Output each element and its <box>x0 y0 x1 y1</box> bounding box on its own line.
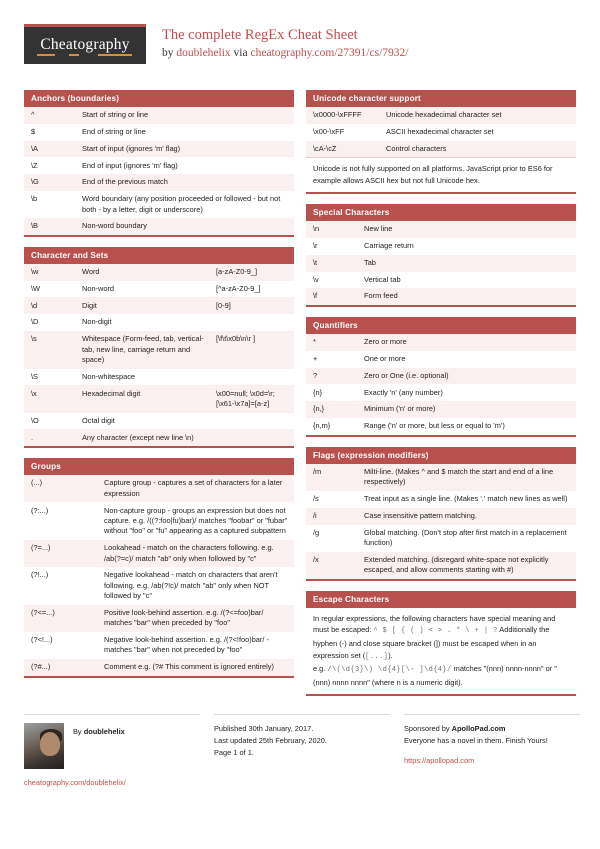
row-token: \n <box>306 221 357 238</box>
row-token: \cA-\cZ <box>306 141 379 158</box>
row-description: Global matching. (Don't stop after first match in a replacement function) <box>357 525 576 552</box>
row-token: (?=...) <box>24 540 97 567</box>
row-description: Case insensitive pattern matching. <box>357 508 576 525</box>
row-description: Non-word boundary <box>75 218 294 235</box>
row-token: \A <box>24 141 75 158</box>
row-token: \D <box>24 314 75 331</box>
table-row <box>24 157 294 174</box>
section-title: Anchors (boundaries) <box>24 90 294 107</box>
section-block <box>306 447 576 581</box>
table-row <box>24 659 294 676</box>
table-row <box>24 502 294 540</box>
byline-url-link[interactable]: cheatography.com/27391/cs/7932/ <box>250 47 409 59</box>
row-token: ? <box>306 368 357 385</box>
section-prose <box>306 608 576 695</box>
row-description: Start of string or line <box>75 107 294 124</box>
row-token: /m <box>306 464 357 491</box>
published-date: Published 30th January, 2017. <box>214 724 314 734</box>
updated-date: Last updated 25th February, 2020. <box>214 736 327 746</box>
row-token: (?:...) <box>24 502 97 540</box>
section-block <box>24 247 294 448</box>
row-token: \s <box>24 331 75 369</box>
table-row <box>24 297 294 314</box>
row-token: \w <box>24 264 75 281</box>
page-header <box>24 0 576 80</box>
row-token: (?<!...) <box>24 632 97 659</box>
row-token: $ <box>24 124 75 141</box>
row-description: Negative look-behind assertion. e.g. /(?<!foo)bar/ - matches "bar" when not preceded by "foo" <box>97 632 294 659</box>
sponsor-tagline: Everyone has a novel in them. Finish Yours! <box>404 736 548 746</box>
row-description: End of the previous match <box>75 174 294 191</box>
row-token: \r <box>306 238 357 255</box>
logo-text: Cheatography <box>40 36 130 53</box>
row-description: Range ('n' or more, but less or equal to 'm') <box>357 418 576 435</box>
row-token: * <box>306 334 357 351</box>
table-row <box>306 508 576 525</box>
section-title: Quantifiers <box>306 317 576 334</box>
row-token: \G <box>24 174 75 191</box>
byline-prefix: by <box>162 47 177 59</box>
row-token: {n,m} <box>306 418 357 435</box>
row-description: Carriage return <box>357 238 576 255</box>
table-row <box>306 272 576 289</box>
author-row <box>24 723 200 769</box>
row-token: {n} <box>306 384 357 401</box>
reference-table <box>306 107 576 157</box>
escape-char-list: ^ $ [ { ( ) < > . * \ + | ? <box>373 627 498 636</box>
sponsor-line <box>404 723 580 735</box>
row-token: \v <box>306 272 357 289</box>
escape-eg-suffix: matches "(nnn) nnnn-nnnn" or "(nnn) nnnn nnnn" (where n is a numeric digit). <box>313 664 557 687</box>
content-columns <box>24 90 576 706</box>
table-row <box>24 331 294 369</box>
row-example: [a-zA-Z0-9_] <box>209 264 294 281</box>
table-row <box>24 632 294 659</box>
row-description: Milti-line. (Makes ^ and $ match the start and end of a line respectively) <box>357 464 576 491</box>
section-title: Groups <box>24 458 294 475</box>
table-row <box>24 124 294 141</box>
section-block <box>306 204 576 307</box>
row-example: [^a-zA-Z0-9_] <box>209 281 294 298</box>
table-row <box>24 605 294 632</box>
row-description: Octal digit <box>75 413 209 430</box>
sponsor-name: ApolloPad.com <box>451 724 506 734</box>
section-block <box>306 90 576 194</box>
table-row <box>306 418 576 435</box>
row-description: Positive look-behind assertion. e.g. /(?<=foo)bar/ matches "bar" when preceded by "foo" <box>97 605 294 632</box>
table-row <box>306 124 576 141</box>
row-description: Hexadecimal digit <box>75 385 209 412</box>
table-row <box>24 429 294 446</box>
row-token: \Z <box>24 157 75 174</box>
row-description: Word <box>75 264 209 281</box>
row-token: (...) <box>24 475 97 502</box>
row-description: Negative lookahead - match on characters that aren't following. e.g. /ab(?!c)/ match "ab" only when NOT followed by "c" <box>97 567 294 605</box>
byline-author-link[interactable]: doublehelix <box>176 47 231 59</box>
section-block <box>24 90 294 237</box>
row-description: Tab <box>357 255 576 272</box>
section-title: Escape Characters <box>306 591 576 608</box>
table-row <box>24 413 294 430</box>
row-token: + <box>306 351 357 368</box>
row-token: \d <box>24 297 75 314</box>
logo-underline-2 <box>69 54 79 56</box>
table-row <box>24 475 294 502</box>
table-row <box>306 351 576 368</box>
escape-eg-prefix: e.g. <box>313 664 328 674</box>
table-row <box>24 314 294 331</box>
row-description: Exactly 'n' (any number) <box>357 384 576 401</box>
logo-underline-3 <box>98 54 132 56</box>
escape-intro-text: In regular expressions, the following characters have special meaning and must be escaped: <box>313 613 556 635</box>
row-example <box>209 429 294 446</box>
row-description: End of string or line <box>75 124 294 141</box>
avatar <box>24 723 64 769</box>
section-title: Flags (expression modifiers) <box>306 447 576 464</box>
row-description: Whitespace (Form-feed, tab, vertical-tab, new line, carriage return and space) <box>75 331 209 369</box>
reference-table <box>306 221 576 305</box>
left-column <box>24 90 294 706</box>
table-row <box>24 191 294 218</box>
row-example <box>209 413 294 430</box>
page-footer <box>24 714 576 789</box>
page-number: Page 1 of 1. <box>214 747 254 757</box>
table-row <box>24 369 294 386</box>
author-name: doublehelix <box>83 727 125 737</box>
row-token: /g <box>306 525 357 552</box>
table-row <box>306 464 576 491</box>
reference-table <box>306 464 576 579</box>
reference-table <box>24 264 294 446</box>
table-row <box>24 281 294 298</box>
logo-underline-1 <box>37 54 55 56</box>
table-row <box>306 368 576 385</box>
table-row <box>24 567 294 605</box>
row-token: \B <box>24 218 75 235</box>
row-description: Form feed <box>357 288 576 305</box>
row-description: Non-whitespace <box>75 369 209 386</box>
reference-table <box>306 334 576 435</box>
table-row <box>306 107 576 124</box>
row-description: New line <box>357 221 576 238</box>
section-title: Character and Sets <box>24 247 294 264</box>
table-row <box>24 385 294 412</box>
row-description: Vertical tab <box>357 272 576 289</box>
section-title: Special Characters <box>306 204 576 221</box>
table-row <box>24 174 294 191</box>
row-token: \x <box>24 385 75 412</box>
row-token: ^ <box>24 107 75 124</box>
row-description: Minimum ('n' or more) <box>357 401 576 418</box>
table-row <box>306 334 576 351</box>
table-row <box>306 238 576 255</box>
row-token: \O <box>24 413 75 430</box>
page-title: The complete RegEx Cheat Sheet <box>162 27 358 43</box>
row-token: \W <box>24 281 75 298</box>
row-description: Digit <box>75 297 209 314</box>
table-row <box>24 218 294 235</box>
row-token: \x0000-\xFFFF <box>306 107 379 124</box>
row-description: Comment e.g. (?# This comment is ignored entirely) <box>97 659 294 676</box>
row-description: Extended matching. (disregard white-space not explicitly escaped, and allow comments starting with #) <box>357 552 576 579</box>
row-token: (?<=...) <box>24 605 97 632</box>
table-row <box>306 401 576 418</box>
row-description: One or more <box>357 351 576 368</box>
section-block <box>24 458 294 678</box>
escape-eg-regex: /\(\d{3}\) \d{4}[\- ]\d{4}/ <box>327 666 452 675</box>
table-row <box>306 141 576 158</box>
row-token: /i <box>306 508 357 525</box>
table-row <box>24 141 294 158</box>
footer-meta <box>214 714 390 789</box>
row-token: . <box>24 429 75 446</box>
table-row <box>306 552 576 579</box>
row-example <box>209 314 294 331</box>
section-block <box>306 591 576 697</box>
sponsor-link[interactable]: https://apollopad.com <box>404 755 475 765</box>
row-token: {n,} <box>306 401 357 418</box>
author-prefix: By <box>73 727 84 737</box>
row-token: \t <box>306 255 357 272</box>
row-example <box>209 369 294 386</box>
byline <box>162 45 408 61</box>
cheatography-logo[interactable] <box>24 24 146 64</box>
sponsor-prefix: Sponsored by <box>404 724 452 734</box>
escape-set-text: Additionally the hyphen (-) and close square bracket (]) must be escaped when in an expression set ( <box>313 625 550 660</box>
table-row <box>306 525 576 552</box>
row-token: /x <box>306 552 357 579</box>
row-description: Zero or One (i.e. optional) <box>357 368 576 385</box>
byline-via: via <box>230 47 251 59</box>
right-column <box>306 90 576 706</box>
row-token: \x00-\xFF <box>306 124 379 141</box>
row-token: /s <box>306 491 357 508</box>
row-description: Capture group - captures a set of characters for a later expression <box>97 475 294 502</box>
row-token: (?!...) <box>24 567 97 605</box>
footer-sponsor <box>404 714 580 789</box>
row-token: \b <box>24 191 75 218</box>
author-profile-link[interactable]: cheatography.com/doublehelix/ <box>24 778 126 788</box>
row-token: \S <box>24 369 75 386</box>
avatar-face <box>40 732 60 756</box>
table-row <box>306 491 576 508</box>
table-row <box>306 384 576 401</box>
row-description: Non-digit <box>75 314 209 331</box>
row-description: Unicode hexadecimal character set <box>379 107 576 124</box>
row-example: [\f\t\x0b\n\r ] <box>209 331 294 369</box>
author-name-block <box>73 723 125 738</box>
section-block <box>306 317 576 437</box>
footer-author <box>24 714 200 789</box>
row-description: Treat input as a single line. (Makes '.' match new lines as well) <box>357 491 576 508</box>
row-token: (?#...) <box>24 659 97 676</box>
table-row <box>24 107 294 124</box>
row-token: \f <box>306 288 357 305</box>
row-description: Word boundary (any position proceeded or followed - but not both - by a letter, digit or underscore) <box>75 191 294 218</box>
row-description: Start of input (ignores 'm' flag) <box>75 141 294 158</box>
row-description: Non-capture group - groups an expression but does not capture. e.g. /((?:foo|fu)bar)/ matches "foobar" or "fubar" without "foo" or "fu" appearing as a captured subpattern <box>97 502 294 540</box>
table-row <box>306 288 576 305</box>
row-example: \x00=null; \x0d=\r; [\x61-\x7a]=[a-z] <box>209 385 294 412</box>
table-row <box>306 221 576 238</box>
row-description: Any character (except new line \n) <box>75 429 209 446</box>
row-description: Zero or more <box>357 334 576 351</box>
reference-table <box>24 107 294 235</box>
table-row <box>24 540 294 567</box>
row-description: Control characters <box>379 141 576 158</box>
section-title: Unicode character support <box>306 90 576 107</box>
escape-set-text-end: ). <box>388 650 393 660</box>
reference-table <box>24 475 294 676</box>
row-description: ASCII hexadecimal character set <box>379 124 576 141</box>
section-note: Unicode is not fully supported on all platforms. JavaScript prior to ES6 for example allows ASCII hex but not full Unicode hex. <box>306 157 576 192</box>
table-row <box>306 255 576 272</box>
table-row <box>24 264 294 281</box>
row-description: End of input (ignores 'm' flag) <box>75 157 294 174</box>
row-description: Non-word <box>75 281 209 298</box>
escape-set-example: [...] <box>365 652 389 661</box>
row-example: [0-9] <box>209 297 294 314</box>
title-block <box>162 24 408 61</box>
row-description: Lookahead - match on the characters following. e.g. /ab(?=c)/ match "ab" only when followed by "c" <box>97 540 294 567</box>
